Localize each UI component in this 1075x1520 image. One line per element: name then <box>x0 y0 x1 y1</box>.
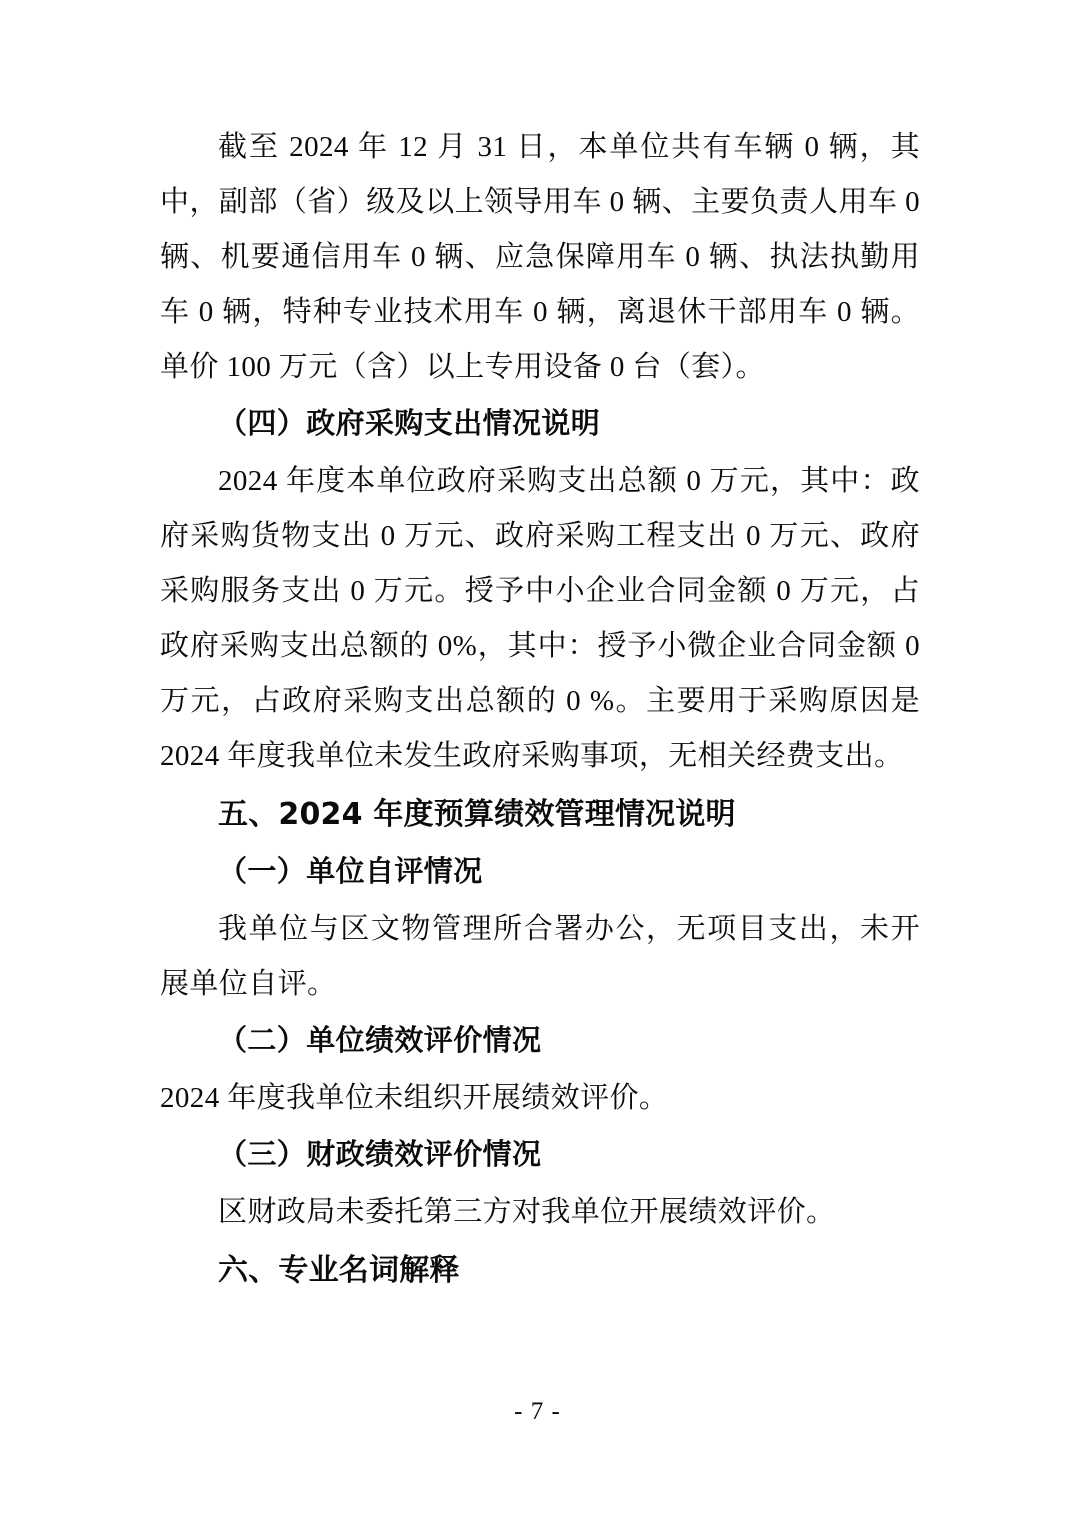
paragraph-procurement-detail: 2024 年度本单位政府采购支出总额 0 万元，其中：政府采购货物支出 0 万元、政府采购工程支出 0 万元、政府采购服务支出 0 万元。授予中小企业合同金额 0 万元，占政府采购支出总额的 0%，其中：授予小微企业合同金额 0 万元，占政府采购支出总额的 0 %。主要用于采购原因是 2024 年度我单位未发生政府采购事项，无相关经费支出。 <box>160 465 920 772</box>
subheading-self-evaluation: （一）单位自评情况 <box>218 856 483 888</box>
page-number: - 7 - <box>514 1398 561 1425</box>
paragraph-self-evaluation: 我单位与区文物管理所合署办公，无项目支出，未开展单位自评。 <box>160 913 920 1000</box>
section-heading-performance-management: 五、2024 年度预算绩效管理情况说明 <box>218 797 736 832</box>
subheading-government-procurement: （四）政府采购支出情况说明 <box>218 408 601 440</box>
subheading-fiscal-performance-evaluation: （三）财政绩效评价情况 <box>218 1139 542 1171</box>
paragraph-unit-performance-evaluation: 2024 年度我单位未组织开展绩效评价。 <box>160 1082 669 1114</box>
paragraph-vehicles: 截至 2024 年 12 月 31 日，本单位共有车辆 0 辆，其中，副部（省）级及以上领导用车 0 辆、主要负责人用车 0 辆、机要通信用车 0 辆、应急保障用车 0 辆、执法执勤用车 0 辆，特种专业技术用车 0 辆，离退休干部用车 0 辆。单价 100 万元（含）以上专用设备 0 台（套）。 <box>160 131 920 383</box>
document-body <box>160 120 920 1301</box>
paragraph-fiscal-performance-evaluation: 区财政局未委托第三方对我单位开展绩效评价。 <box>218 1196 836 1228</box>
section-heading-terminology: 六、专业名词解释 <box>218 1253 460 1288</box>
subheading-unit-performance-evaluation: （二）单位绩效评价情况 <box>218 1025 542 1057</box>
